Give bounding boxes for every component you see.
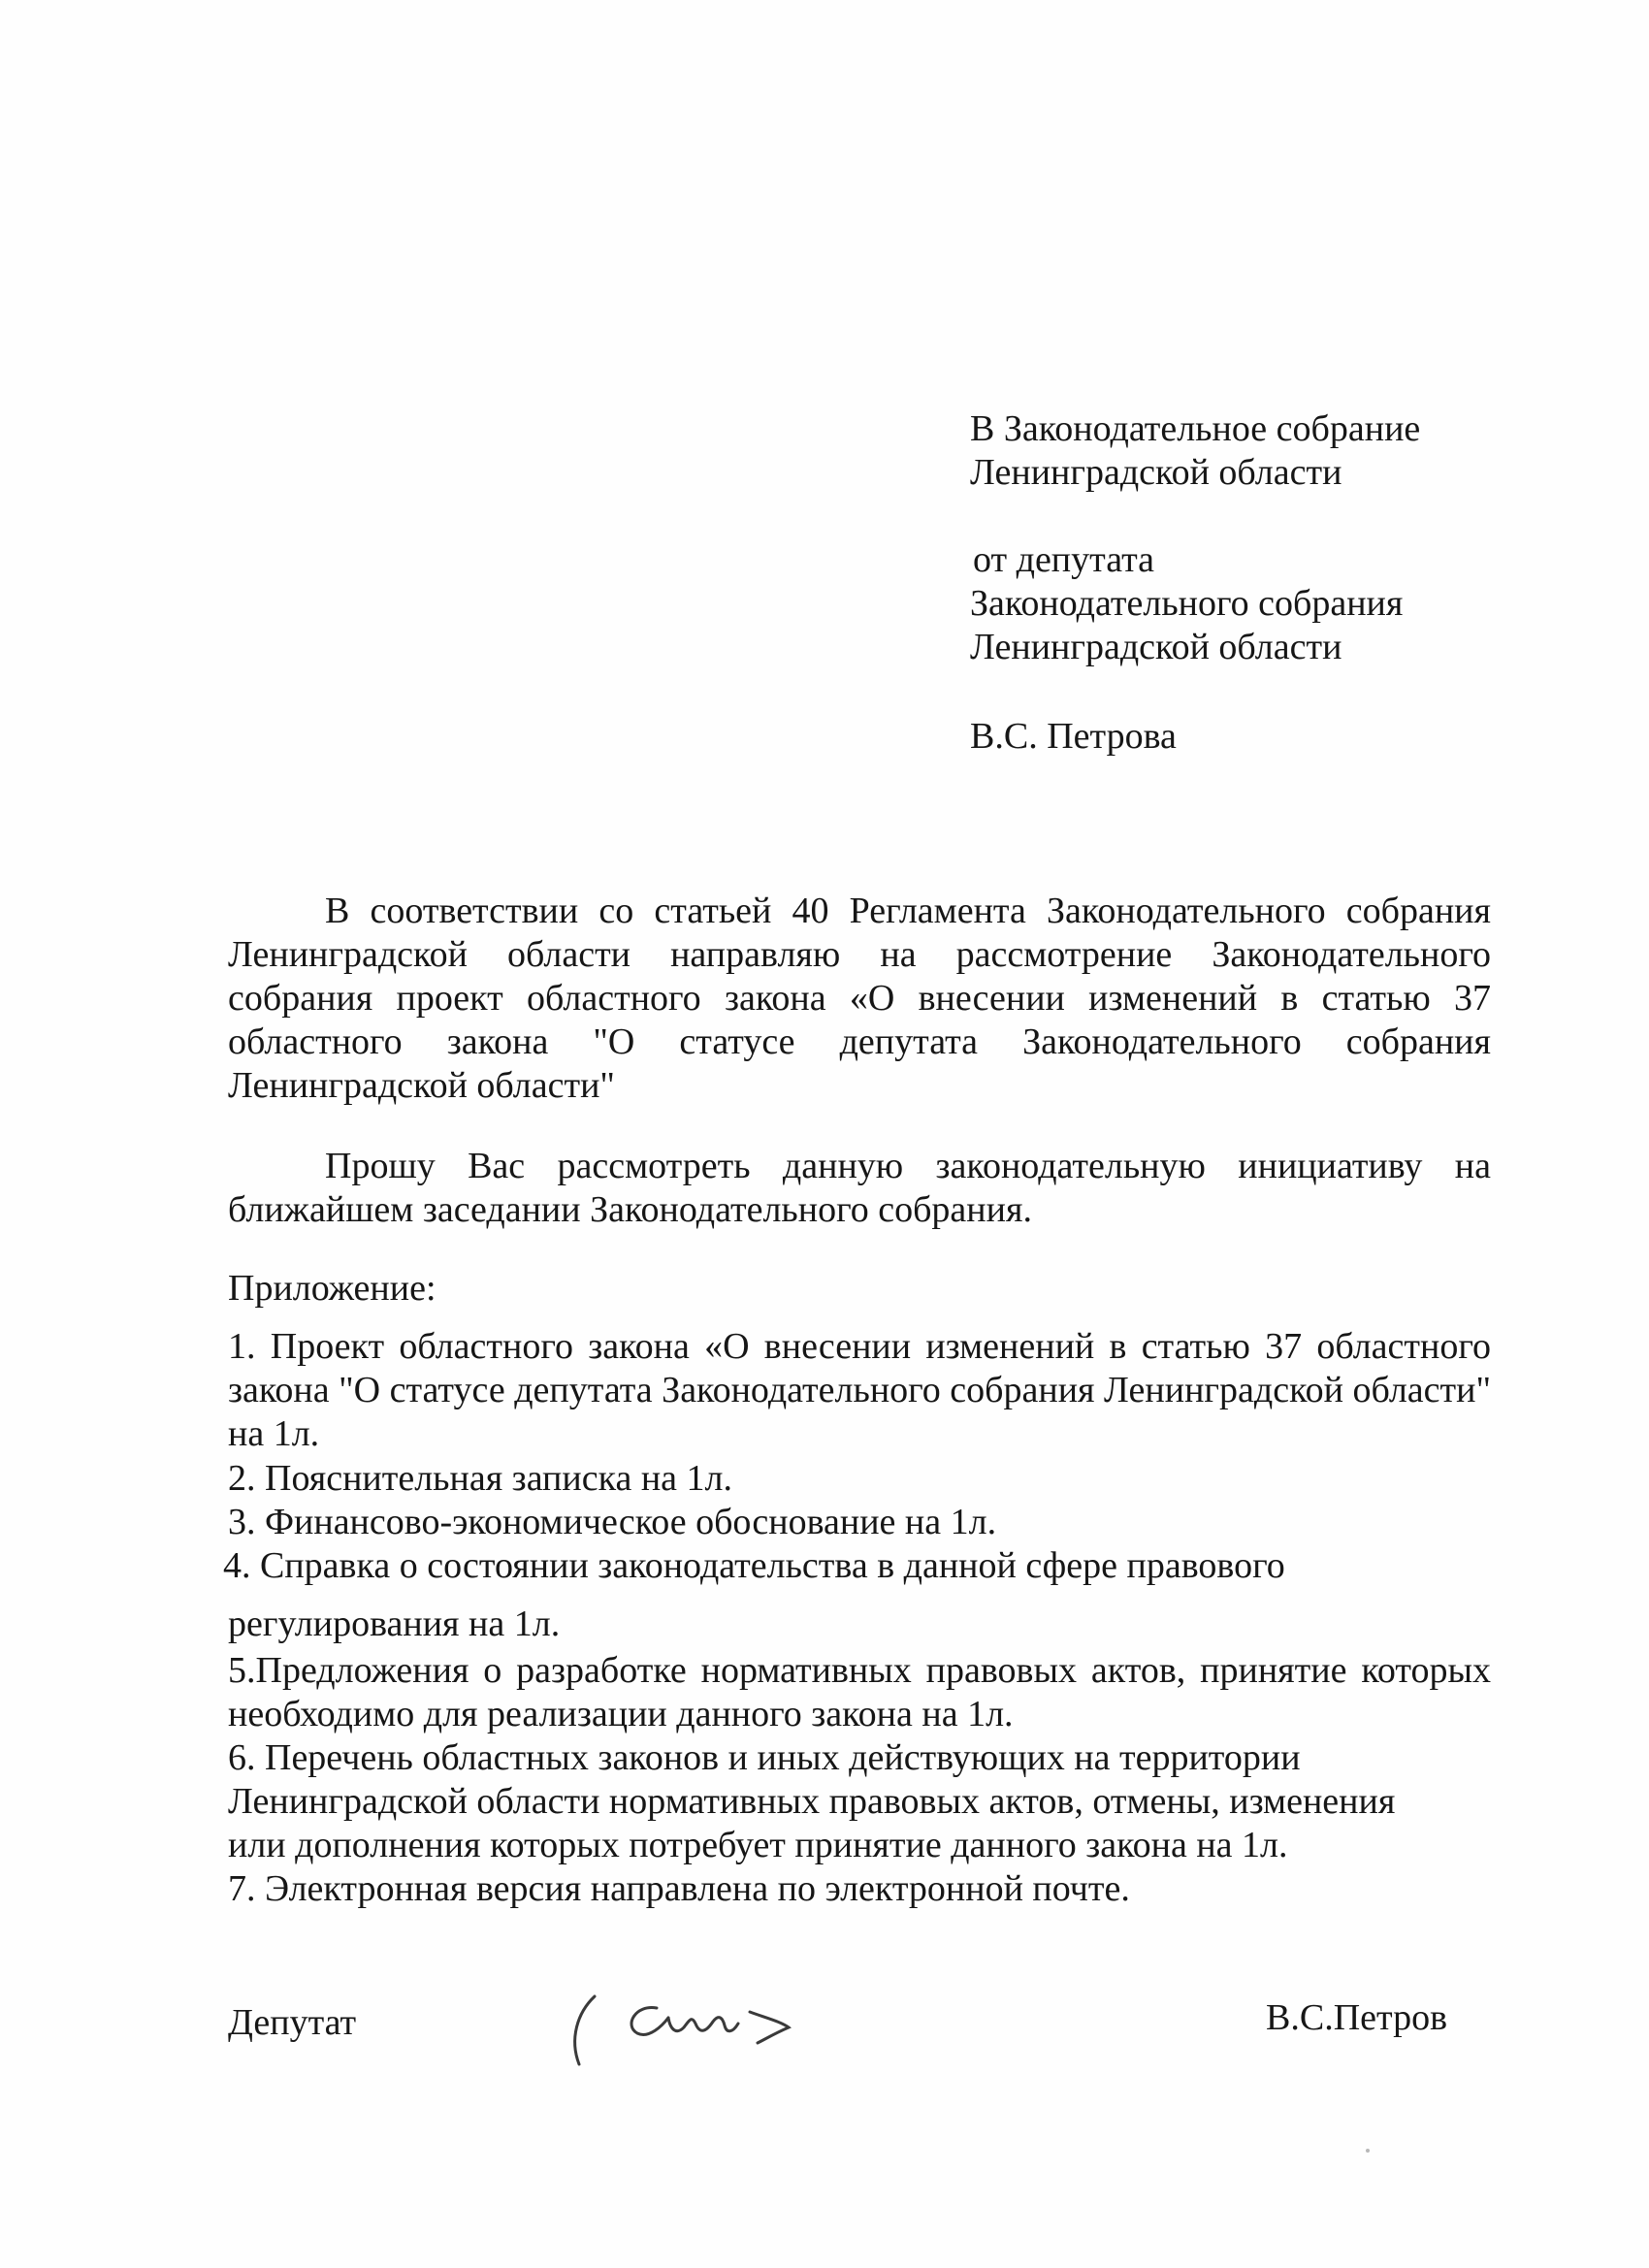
appendix-item-5: 5.Предложения о разработке нормативных правовых актов, принятие которых необходимо для реализации данного закона на 1л. [228,1650,1491,1734]
scan-speck [1366,2149,1370,2153]
addressee-block [970,407,1552,759]
appendix-item-2: 2. Пояснительная записка на 1л. [228,1458,733,1499]
addressee-from-line-3: Ленинградской области [970,627,1342,667]
appendix-item-4-continuation: регулирования на 1л. [228,1604,561,1644]
addressee-from-name: В.С. Петрова [970,716,1177,757]
appendix-item-4: 4. Справка о состоянии законодательства в данной сфере правового [223,1545,1285,1586]
appendix-item-3: 3. Финансово-экономическое обоснование на 1л. [228,1502,997,1542]
addressee-to-line-2: Ленинградской области [970,452,1342,493]
appendix-item-6: 6. Перечень областных законов и иных действующих на территории Ленинградской области нормативных правовых актов, отмены, изменения или дополнения которых потребует принятие данного закона на 1л. [228,1737,1396,1865]
appendix-item-1: 1. Проект областного закона «О внесении изменений в статью 37 областного закона "О статусе депутата Законодательного собрания Ленинградской области" на 1л. [228,1326,1491,1454]
signature-name: В.С.Петров [1266,1997,1448,2038]
appendix-item-7: 7. Электронная версия направлена по электронной почте. [228,1868,1130,1909]
addressee-from-line-1: от депутата [973,539,1155,580]
appendix-title: Приложение: [228,1268,436,1309]
addressee-to-line-1: В Законодательное собрание [970,408,1421,449]
addressee-from-line-2: Законодательного собрания [970,583,1404,624]
body-paragraph-2: Прошу Вас рассмотреть данную законодательную инициативу на ближайшем заседании Законодательного собрания. [228,1146,1491,1230]
signature-role: Депутат [228,2002,357,2043]
body-paragraph-1: В соответствии со статьей 40 Регламента Законодательного собрания Ленинградской области направляю на рассмотрение Законодательного собрания проект областного закона «О внесении изменений в статью 37 областного закона "О статусе депутата Законодательного собрания Ленинградской области" [228,891,1491,1106]
handwritten-signature [567,1979,829,2076]
